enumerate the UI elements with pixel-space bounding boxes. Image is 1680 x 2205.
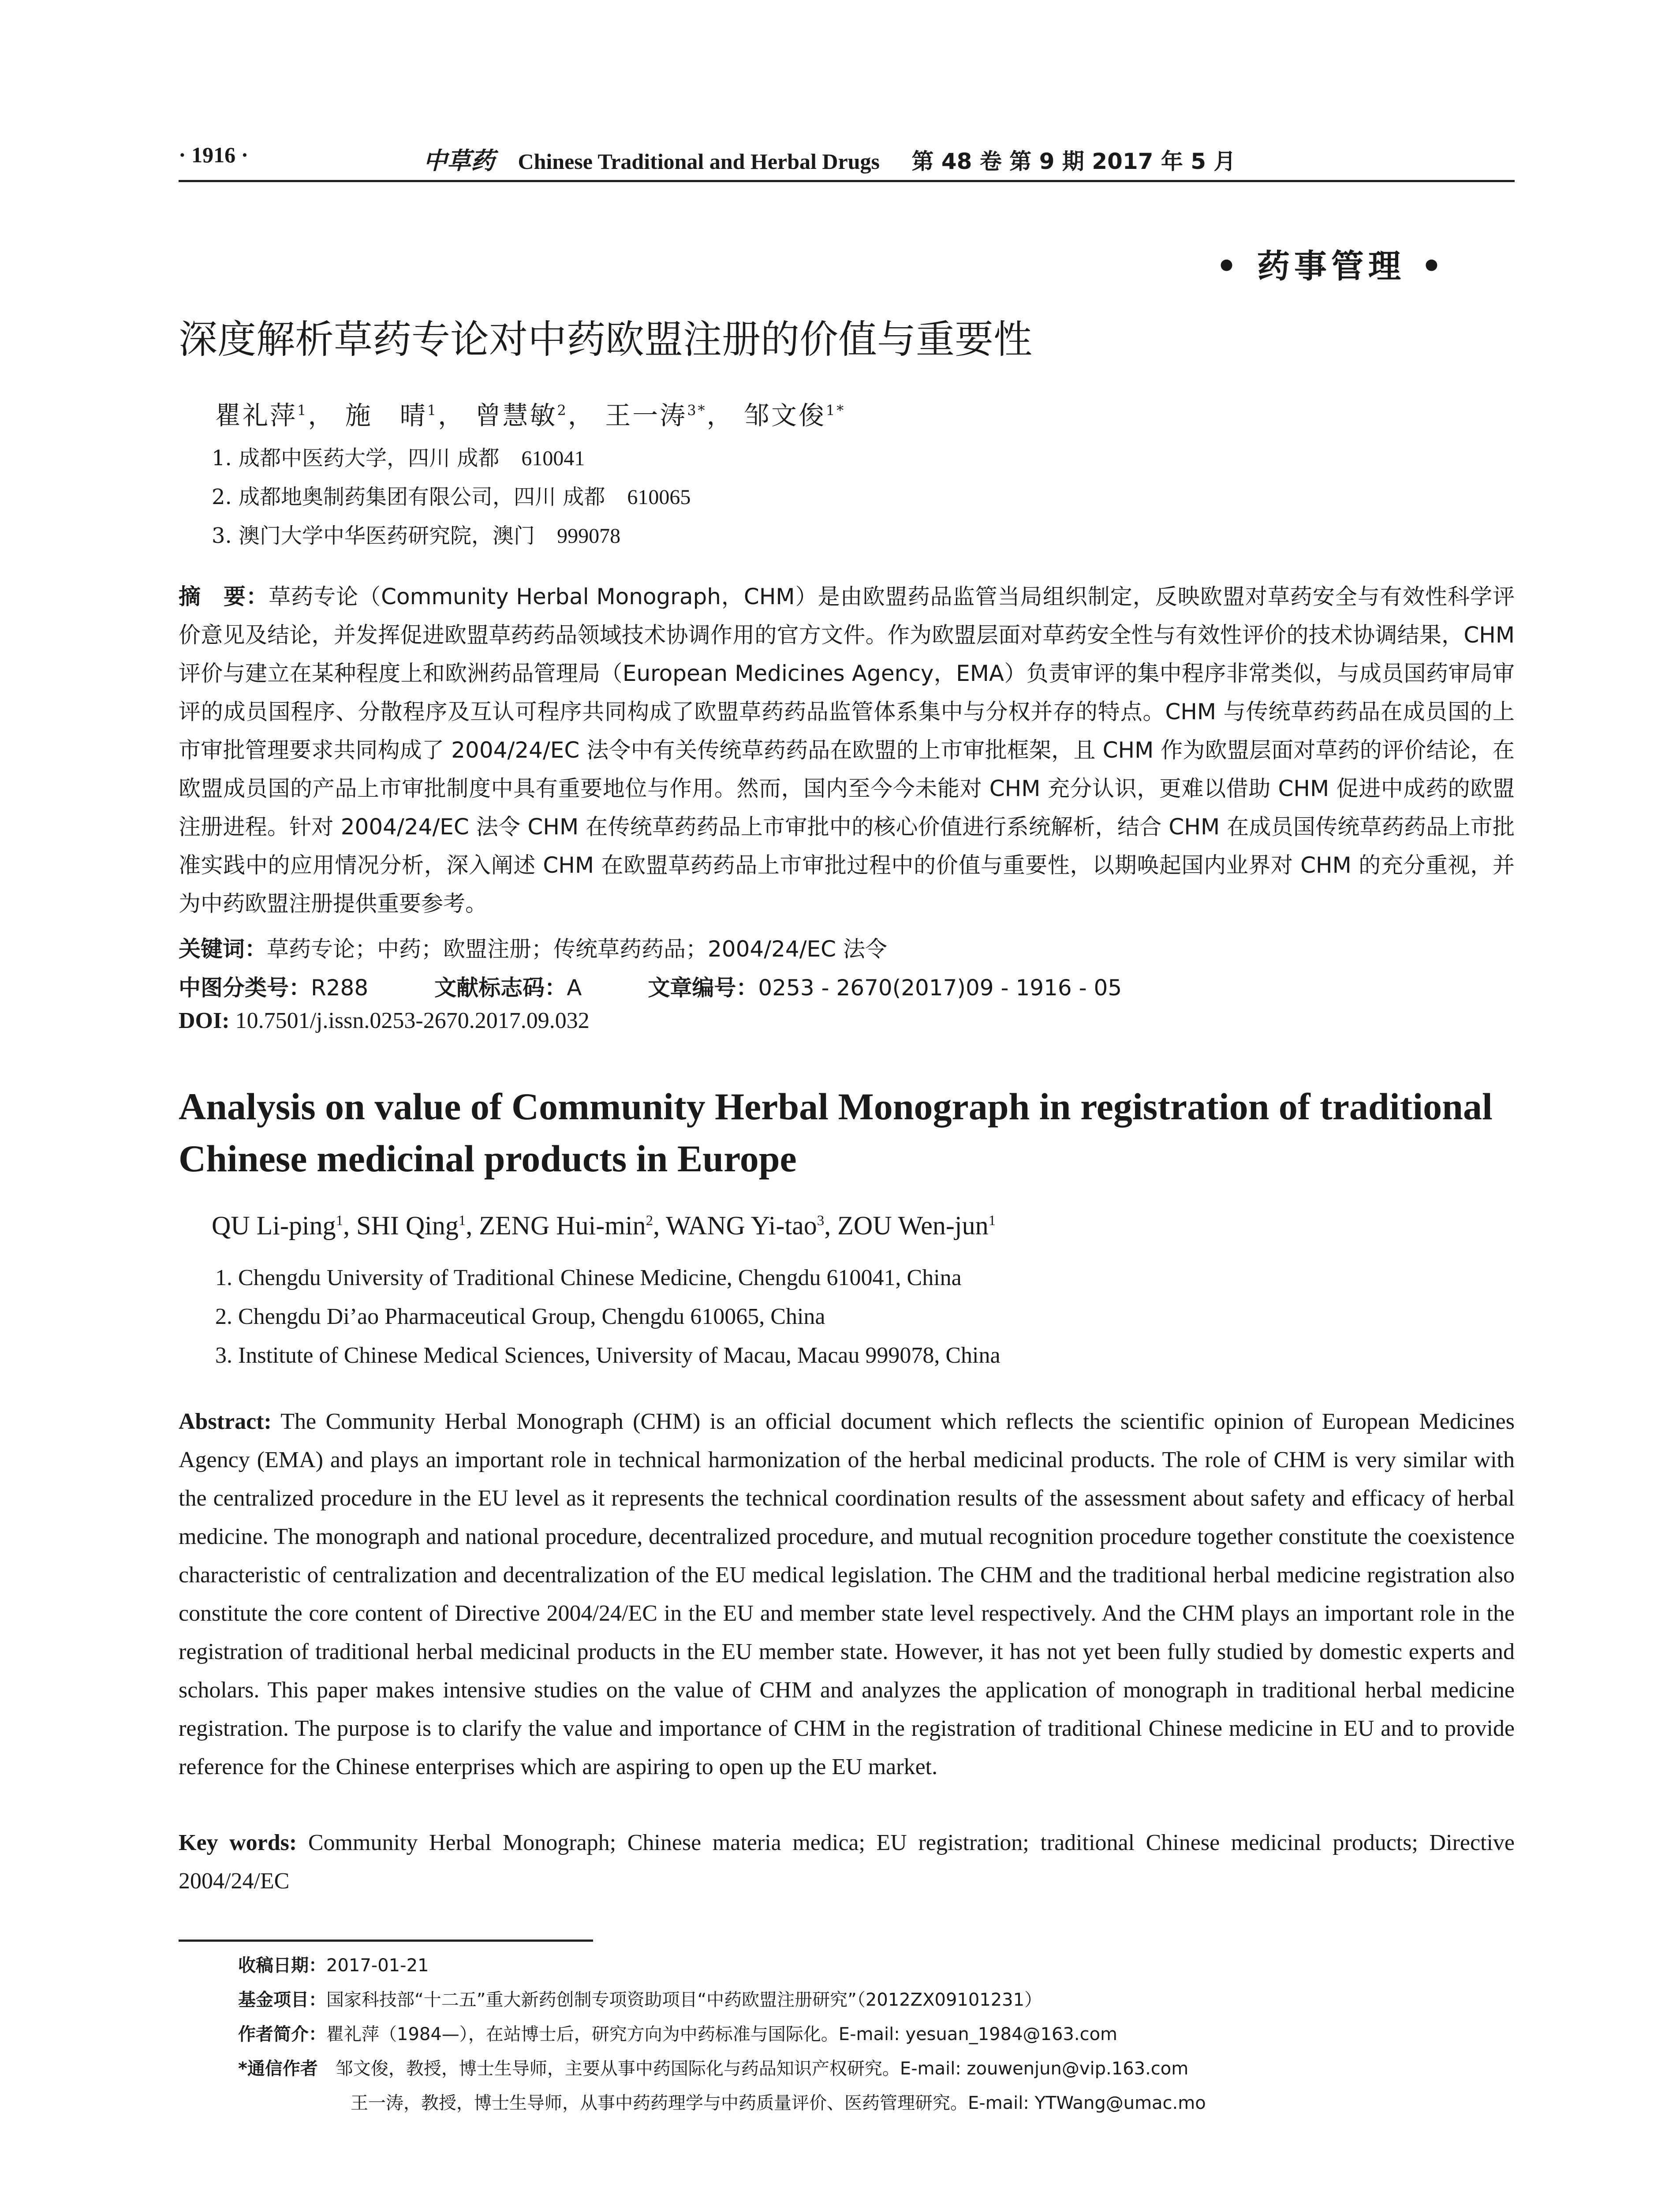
author-separator: ， — [567, 400, 595, 430]
en-author: QU Li-ping — [212, 1211, 336, 1240]
footnote-received — [238, 1951, 429, 1977]
cn-author: 曾慧敏 — [475, 400, 557, 430]
author-mark: 1 — [427, 402, 438, 419]
cn-affiliation — [212, 441, 585, 471]
author-separator: ， — [706, 400, 734, 430]
author-mark: 1 — [988, 1213, 996, 1229]
footnote-text: 国家科技部“十二五”重大新药创制专项资助项目“中药欧盟注册研究”（2012ZX09101231） — [326, 1990, 1042, 2010]
cn-title: 深度解析草药专论对中药欧盟注册的价值与重要性 — [179, 317, 1033, 362]
cn-author: 瞿礼萍 — [215, 400, 298, 430]
en-author: WANG Yi-tao — [666, 1211, 817, 1240]
clc-label: 中图分类号： — [179, 975, 311, 1001]
author-mark: 1 — [297, 402, 308, 419]
footnote-text: 邹文俊，教授，博士生导师，主要从事中药国际化与药品知识产权研究。E-mail: zouwenjun@vip.163.com — [317, 2059, 1189, 2079]
cn-keywords-label: 关键词： — [179, 936, 267, 962]
cn-author: 王一涛 — [605, 400, 687, 430]
author-separator: , — [343, 1211, 357, 1240]
journal-info — [423, 142, 1236, 176]
en-author: SHI Qing — [356, 1211, 459, 1240]
doi-line — [179, 1008, 590, 1034]
author-mark: 1 — [458, 1213, 466, 1229]
cn-keywords-text: 草药专论；中药；欧盟注册；传统草药药品；2004/24/EC 法令 — [267, 936, 887, 962]
author-mark: 2 — [646, 1213, 653, 1229]
postal-code: 999078 — [557, 524, 621, 548]
footnote-text: 瞿礼萍（1984—），在站博士后，研究方向为中药标准与国际化。E-mail: yesuan_1984@163.com — [326, 2024, 1118, 2044]
cn-keywords — [179, 931, 887, 963]
author-separator: ， — [308, 400, 336, 430]
section-label: • 药事管理 • — [1216, 247, 1446, 285]
footnote-author-bio — [238, 2020, 1117, 2045]
doc-code-value: A — [567, 975, 582, 1001]
en-abstract-label: Abstract: — [179, 1409, 272, 1434]
author-mark: 3* — [687, 402, 707, 419]
cn-abstract — [179, 578, 1515, 923]
en-affiliation: 2. Chengdu Di’ao Pharmaceutical Group, Chengdu 610065, China — [215, 1304, 825, 1329]
author-mark: 1* — [826, 402, 846, 419]
en-affiliation: 3. Institute of Chinese Medical Sciences, University of Macau, Macau 999078, China — [215, 1343, 1001, 1368]
cn-abstract-text: 草药专论（Community Herbal Monograph，CHM）是由欧盟药品监管当局组织制定，反映欧盟对草药安全与有效性科学评价意见及结论，并发挥促进欧盟草药药品领域技术协调作用的官方文件。作为欧盟层面对草药安全性与有效性评价的技术协调结果，CHM 评价与建立在某种程度上和欧洲药品管理局（European Medicines Agency，EMA）负责审评的集中程序非常类似，与成员国药审局审评的成员国程序、分散程序及互认可程序共同构成了欧盟草药药品监管体系集中与分权并存的特点。CHM 与传统草药药品在成员国的上市审批管理要求共同构成了 2004/24/EC 法令中有关传统草药药品在欧盟的上市审批框架，且 CHM 作为欧盟层面对草药的评价结论，在欧盟成员国的产品上市审批制度中具有重要地位与作用。然而，国内至今今未能对 CHM 充分认识，更难以借助 CHM 促进中成药的欧盟注册进程。针对 2004/24/EC 法令 CHM 在传统草药药品上市审批中的核心价值进行系统解析，结合 CHM 在成员国传统草药药品上市批准实践中的应用情况分析，深入阐述 CHM 在欧盟草药药品上市审批过程中的价值与重要性，以期唤起国内业界对 CHM 的充分重视，并为中药欧盟注册提供重要参考。 — [179, 584, 1515, 916]
en-abstract-text: The Community Herbal Monograph (CHM) is an official document which reflects the scientific opinion of European Medicines Agency (EMA) and plays an important role in technical harmonization of the herbal medicinal products. The role of CHM is very similar with the centralized procedure in the EU level as it represents the technical coordination results of the assessment about safety and efficacy of herbal medicine. The monograph and national procedure, decentralized procedure, and mutual recognition procedure together constitute the coexistence characteristic of centralization and decentralization of the EU medical legislation. The CHM and the traditional herbal medicine registration also constitute the core content of Directive 2004/24/EC in the EU and member state level respectively. And the CHM plays an important role in the registration of traditional herbal medicinal products in the EU member state. However, it has not yet been fully studied by domestic experts and scholars. This paper makes intensive studies on the value of CHM and analyzes the application of monograph in traditional herbal medicine registration. The purpose is to clarify the value and importance of CHM in the registration of traditional Chinese medicine in EU and to provide reference for the Chinese enterprises which are aspiring to open up the EU market. — [179, 1409, 1515, 1779]
affiliation-text: 3. 澳门大学中华医药研究院，澳门 — [212, 523, 535, 548]
footnote-divider — [179, 1940, 593, 1942]
journal-name-cn: 中草药 — [423, 146, 495, 175]
affiliation-text: 1. 成都中医药大学，四川 成都 — [212, 446, 500, 471]
en-author: ZENG Hui-min — [479, 1211, 646, 1240]
article-no-value: 0253 - 2670(2017)09 - 1916 - 05 — [758, 975, 1122, 1001]
postal-code: 610065 — [627, 486, 691, 509]
cn-affiliation — [212, 519, 620, 549]
author-mark: 2 — [557, 402, 568, 419]
en-title: Analysis on value of Community Herbal Monograph in registration of traditional Chinese medicinal products in Europe — [179, 1085, 1493, 1180]
author-separator: , — [824, 1211, 838, 1240]
cn-abstract-label: 摘 要： — [179, 584, 269, 609]
en-keywords — [179, 1824, 1515, 1900]
author-separator: ， — [438, 400, 466, 430]
author-mark: 1 — [336, 1213, 343, 1229]
en-author: ZOU Wen-jun — [837, 1211, 989, 1240]
footnote-corresponding — [238, 2055, 1188, 2080]
en-affiliation: 1. Chengdu University of Traditional Chinese Medicine, Chengdu 610041, China — [215, 1265, 962, 1290]
footnote-label: 基金项目： — [238, 1990, 326, 2010]
classification-line — [179, 970, 1122, 1002]
affiliation-text: 2. 成都地奥制药集团有限公司，四川 成都 — [212, 485, 605, 509]
en-abstract — [179, 1402, 1515, 1786]
footnote-text: 王一涛，教授，博士生导师，从事中药药理学与中药质量评价、医药管理研究。E-mail: YTWang@umac.mo — [351, 2093, 1206, 2113]
en-keywords-label: Key words: — [179, 1830, 297, 1855]
cn-affiliation — [212, 480, 691, 510]
volume-issue: 第 48 卷 第 9 期 2017 年 5 月 — [911, 149, 1236, 174]
author-mark: 3 — [817, 1213, 825, 1229]
journal-name-en: Chinese Traditional and Herbal Drugs — [518, 149, 880, 174]
footnote-text: 2017-01-21 — [326, 1955, 429, 1976]
doc-code-label: 文献标志码： — [434, 975, 567, 1001]
author-separator: , — [466, 1211, 479, 1240]
doi-value[interactable]: 10.7501/j.issn.0253-2670.2017.09.032 — [235, 1008, 590, 1033]
footnote-label: *通信作者 — [238, 2059, 318, 2079]
footnote-label: 作者简介： — [238, 2024, 326, 2044]
doi-label: DOI: — [179, 1008, 230, 1033]
cn-authors — [215, 395, 845, 432]
en-authors — [212, 1211, 996, 1241]
footnote-label: 收稿日期： — [238, 1955, 326, 1976]
article-no-label: 文章编号： — [648, 975, 758, 1001]
en-keywords-text: Community Herbal Monograph; Chinese materia medica; EU registration; traditional Chinese medicinal products; Directive 2004/24/EC — [179, 1830, 1515, 1894]
page-number: · 1916 · — [179, 142, 249, 167]
cn-author: 邹文俊 — [744, 400, 826, 430]
clc-value: R288 — [311, 975, 369, 1001]
footnote-funding — [238, 1986, 1042, 2011]
running-header — [179, 138, 1515, 182]
cn-author: 施 晴 — [345, 400, 427, 430]
footnote-corresponding-2 — [238, 2089, 1206, 2114]
author-separator: , — [653, 1211, 666, 1240]
postal-code: 610041 — [521, 447, 585, 470]
